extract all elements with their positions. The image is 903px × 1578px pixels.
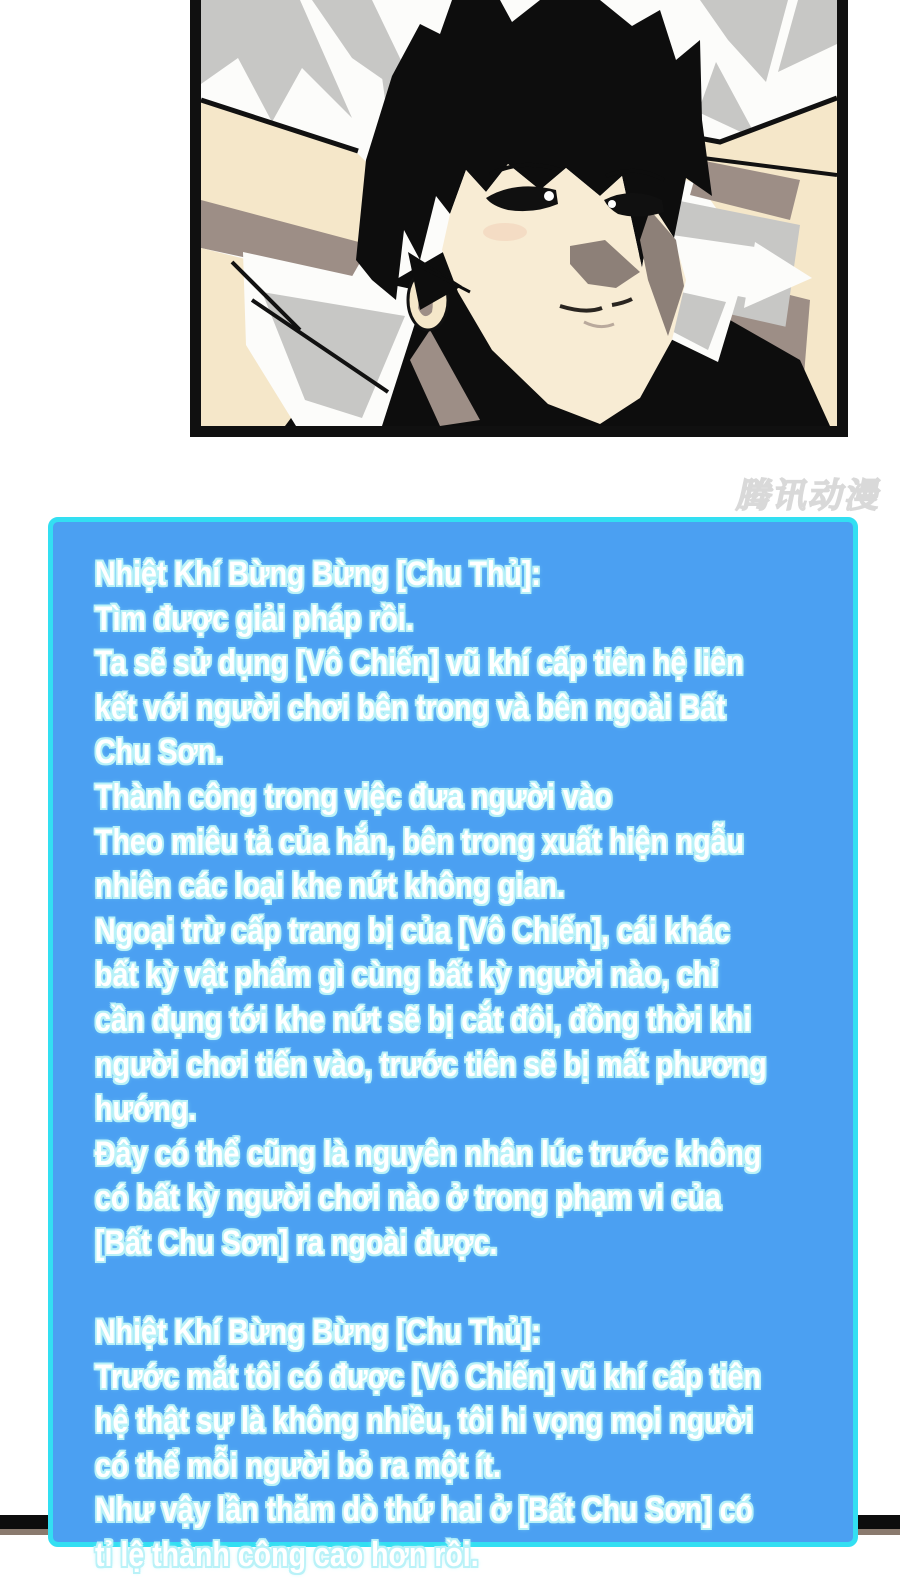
dialog-line: [Bất Chu Sơn] ra ngoài được. bbox=[95, 1223, 498, 1262]
tencent-comics-watermark: 腾讯动漫 bbox=[733, 477, 887, 515]
dialog-line: cần đụng tới khe nứt sẽ bị cắt đôi, đồng thời khi bbox=[95, 1000, 752, 1039]
dialog-line: nhiên các loại khe nứt không gian. bbox=[95, 867, 565, 906]
dialog-line: có thể mỗi người bỏ ra một ít. bbox=[95, 1446, 501, 1485]
dialog-line: Chu Sơn. bbox=[95, 733, 224, 772]
dialog-line: Ta sẽ sử dụng [Vô Chiến] vũ khí cấp tiên hệ liên bbox=[95, 644, 744, 683]
dialog-line-clipped: tỉ lệ thành công cao hơn rồi. bbox=[95, 1536, 479, 1575]
dialog-line: hệ thật sự là không nhiều, tôi hi vọng mọi người bbox=[95, 1402, 754, 1441]
dialog-line: người chơi tiến vào, trước tiên sẽ bị mất phương bbox=[95, 1045, 767, 1084]
dialog-line: Theo miêu tả của hắn, bên trong xuất hiện ngẫu bbox=[95, 822, 745, 861]
dialog-line: có bất kỳ người chơi nào ở trong phạm vi của bbox=[95, 1179, 721, 1218]
dialog-line: Thành công trong việc đưa người vào bbox=[95, 777, 613, 816]
dialog-line-blank bbox=[95, 1266, 707, 1311]
dialog-line: Nhiệt Khí Bừng Bừng [Chu Thủ]: bbox=[95, 555, 541, 593]
dialog-line: Như vậy lần thăm dò thứ hai ở [Bất Chu Sơn] có bbox=[95, 1491, 753, 1530]
dialog-line: Trước mắt tôi có được [Vô Chiến] vũ khí cấp tiên bbox=[95, 1357, 761, 1396]
dialog-line: Đây có thể cũng là nguyên nhân lúc trước không bbox=[95, 1134, 762, 1173]
dialog-line: Nhiệt Khí Bừng Bừng [Chu Thủ]: bbox=[95, 1313, 541, 1352]
dialog-line: kết với người chơi bên trong và bên ngoài Bất bbox=[95, 688, 726, 727]
dialog-line: bất kỳ vật phẩm gì cùng bất kỳ người nào, chỉ bbox=[95, 956, 719, 995]
dialog-box bbox=[48, 517, 858, 1575]
dialog-line: Tìm được giải pháp rồi. bbox=[95, 599, 414, 638]
dialog-line: Ngoại trừ cấp trang bị của [Vô Chiến], cái khác bbox=[95, 911, 730, 950]
dialog-line: hướng. bbox=[95, 1090, 197, 1129]
blush bbox=[483, 223, 527, 241]
comic-panel-illustration bbox=[0, 0, 900, 517]
